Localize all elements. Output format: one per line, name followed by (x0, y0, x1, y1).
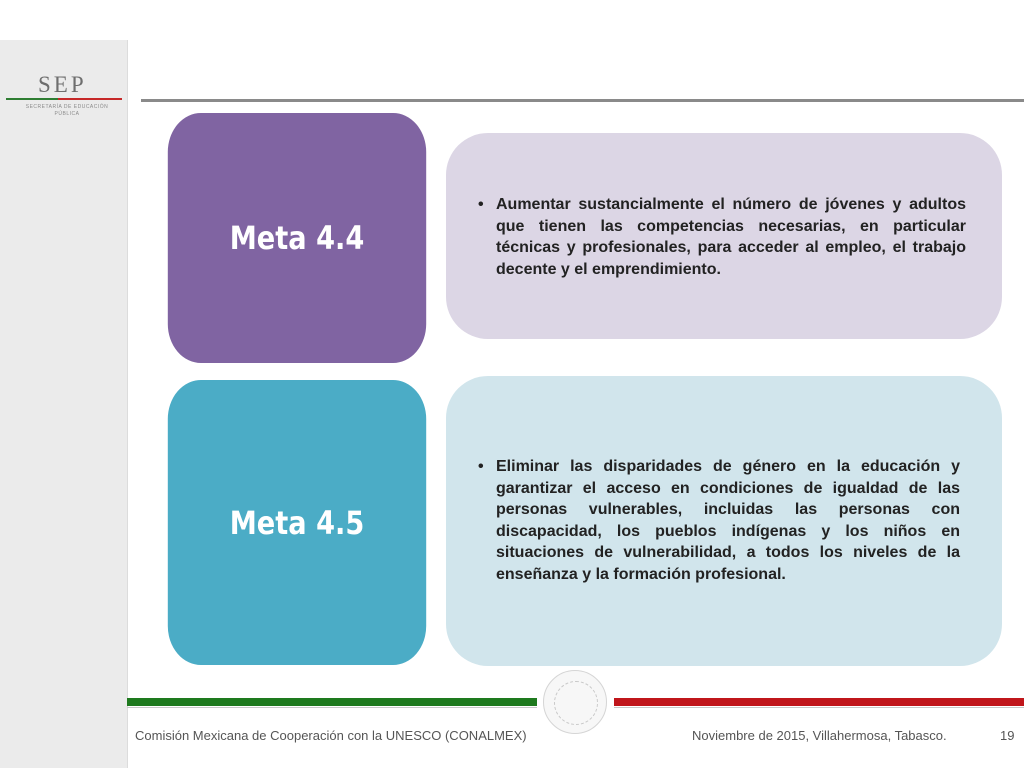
goal-badge-4-5: Meta 4.5 (165, 377, 429, 668)
header-rule (141, 99, 1024, 102)
national-seal-emblem (543, 670, 607, 734)
sep-logo-subtitle: SECRETARÍA DE EDUCACIÓN PÚBLICA (25, 104, 109, 117)
footer-red-band (614, 698, 1024, 706)
goal-text-4-4: • Aumentar sustancialmente el número de jóvenes y adultos que tienen las competencias necesarias, en particular técnicas y profesionales, para acceder al empleo, el trabajo decente y el emprendimiento. (474, 194, 966, 280)
footer-red-underline (614, 707, 1024, 708)
slide-page-number: 19 (1000, 728, 1015, 743)
logo-green-line (6, 98, 58, 100)
seal-inner-ring (554, 681, 598, 725)
goal-badge-4-4: Meta 4.4 (165, 110, 429, 366)
footer-green-underline (127, 707, 537, 708)
sep-logo-name: SEP (38, 72, 87, 97)
footer-green-band (127, 698, 537, 706)
footer-organization: Comisión Mexicana de Cooperación con la UNESCO (CONALMEX) (135, 728, 527, 743)
left-sidebar (0, 40, 128, 768)
sep-logo (0, 66, 127, 126)
footer-date-place: Noviembre de 2015, Villahermosa, Tabasco. (692, 728, 947, 743)
goal-text-4-5: • Eliminar las disparidades de género en la educación y garantizar el acceso en condiciones de igualdad de las personas vulnerables, incluidas las personas con discapacidad, los pueblos indígenas y los niños en situaciones de vulnerabilidad, a todos los niveles de la enseñanza y la formación profesional. (474, 456, 960, 585)
logo-red-line (58, 98, 122, 100)
